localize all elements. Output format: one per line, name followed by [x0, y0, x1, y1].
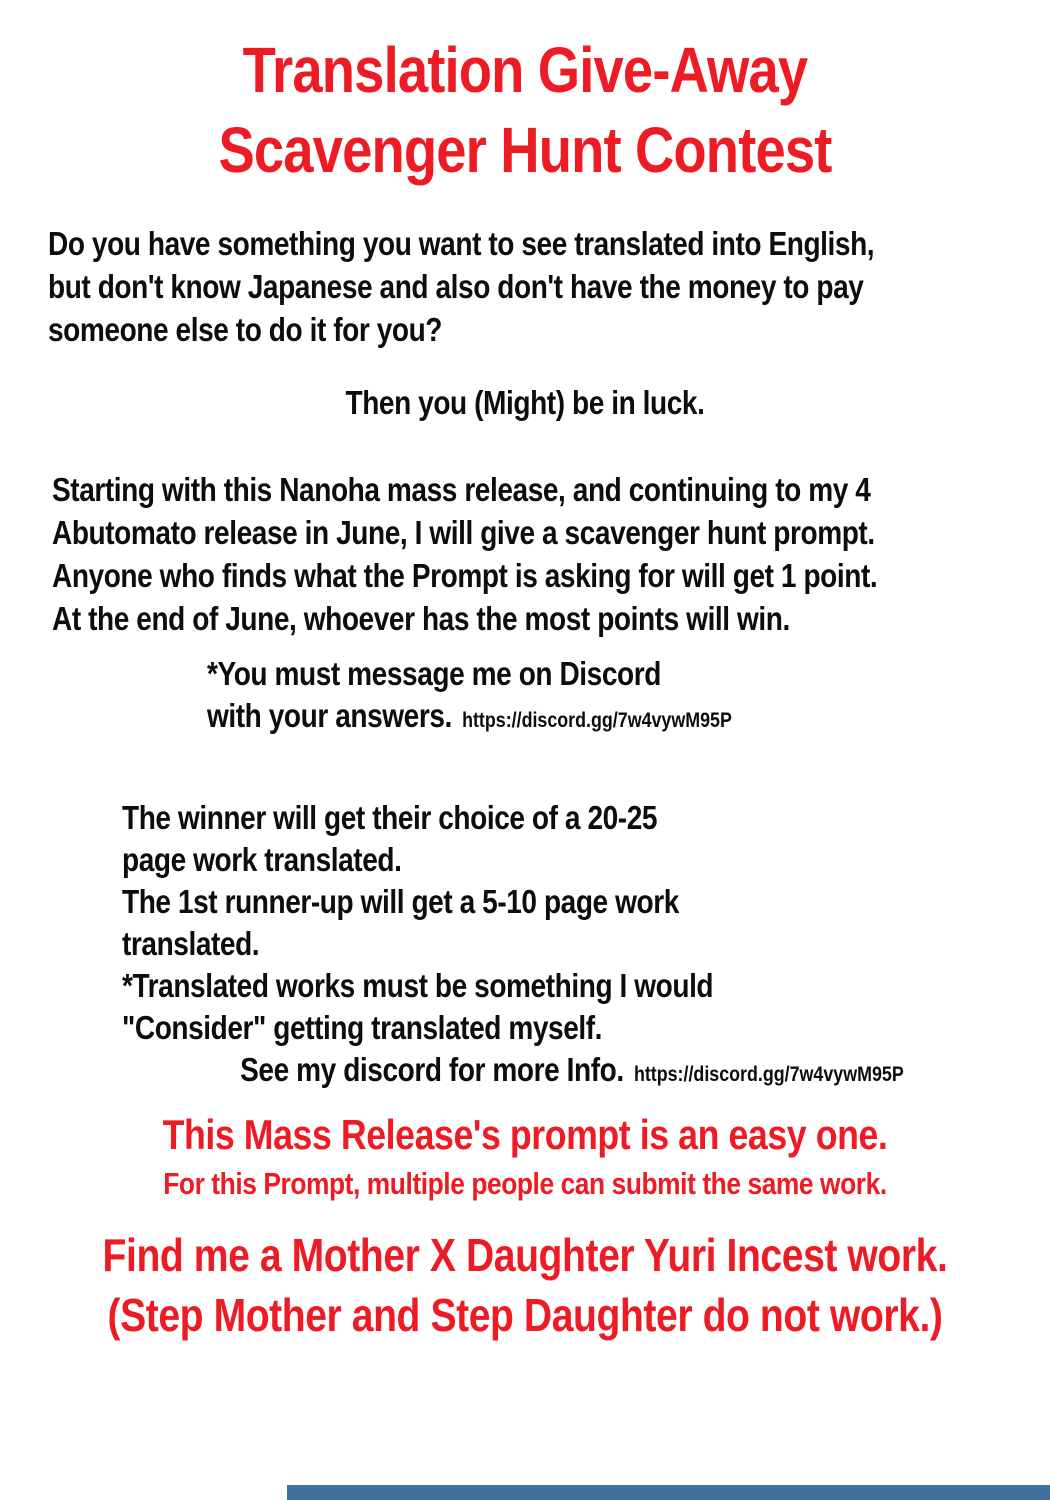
more-info-text: See my discord for more Info. [240, 1051, 624, 1088]
intro-paragraph [48, 222, 874, 351]
scavenger-prompt-line-2: (Step Mother and Step Daughter do not work.) [107, 1289, 943, 1341]
prizes-line-1: The winner will get their choice of a 20-25 [122, 799, 658, 836]
rules-line-3: Anyone who finds what the Prompt is asking for will get 1 point. [52, 557, 878, 594]
intro-line-2: but don't know Japanese and also don't have the money to pay [48, 268, 864, 305]
rules-line-1: Starting with this Nanoha mass release, and continuing to my 4 [52, 471, 871, 508]
scavenger-prompt [79, 1225, 972, 1345]
poster-title-line-1: Translation Give-Away [242, 34, 808, 106]
intro-line-3: someone else to do it for you? [48, 311, 443, 348]
rules-paragraph [52, 468, 877, 640]
discord-invite-url: https://discord.gg/7w4vywM95P [462, 709, 732, 732]
prizes-line-3: The 1st runner-up will get a 5-10 page work [122, 883, 679, 920]
discord-invite-url-2: https://discord.gg/7w4vywM95P [633, 1063, 904, 1086]
prizes-paragraph [122, 797, 904, 1096]
discord-note-line-2-text: with your answers. [207, 697, 452, 734]
discord-note [207, 653, 732, 742]
rules-line-2: Abutomato release in June, I will give a scavenger hunt prompt. [52, 514, 875, 551]
intro-line-1: Do you have something you want to see translated into English, [48, 225, 875, 262]
discord-note-line-1: *You must message me on Discord [207, 655, 661, 692]
prompt-announcement-subline: For this Prompt, multiple people can submit the same work. [163, 1166, 887, 1201]
bottom-window-edge-bar [287, 1485, 1050, 1500]
prompt-announcement-headline: This Mass Release's prompt is an easy one. [162, 1111, 888, 1158]
luck-line: Then you (Might) be in luck. [345, 384, 705, 421]
scavenger-prompt-line-1: Find me a Mother X Daughter Yuri Incest work. [102, 1229, 948, 1281]
poster-title [79, 30, 972, 190]
more-info-line [122, 1049, 904, 1096]
prizes-line-6: "Consider" getting translated myself. [122, 1009, 603, 1046]
prizes-line-5: *Translated works must be something I would [122, 967, 714, 1004]
discord-note-line-2 [207, 695, 732, 742]
poster-title-line-2: Scavenger Hunt Contest [218, 114, 832, 186]
rules-line-4: At the end of June, whoever has the most points will win. [52, 600, 790, 637]
prizes-line-4: translated. [122, 925, 260, 962]
prizes-line-2: page work translated. [122, 841, 402, 878]
